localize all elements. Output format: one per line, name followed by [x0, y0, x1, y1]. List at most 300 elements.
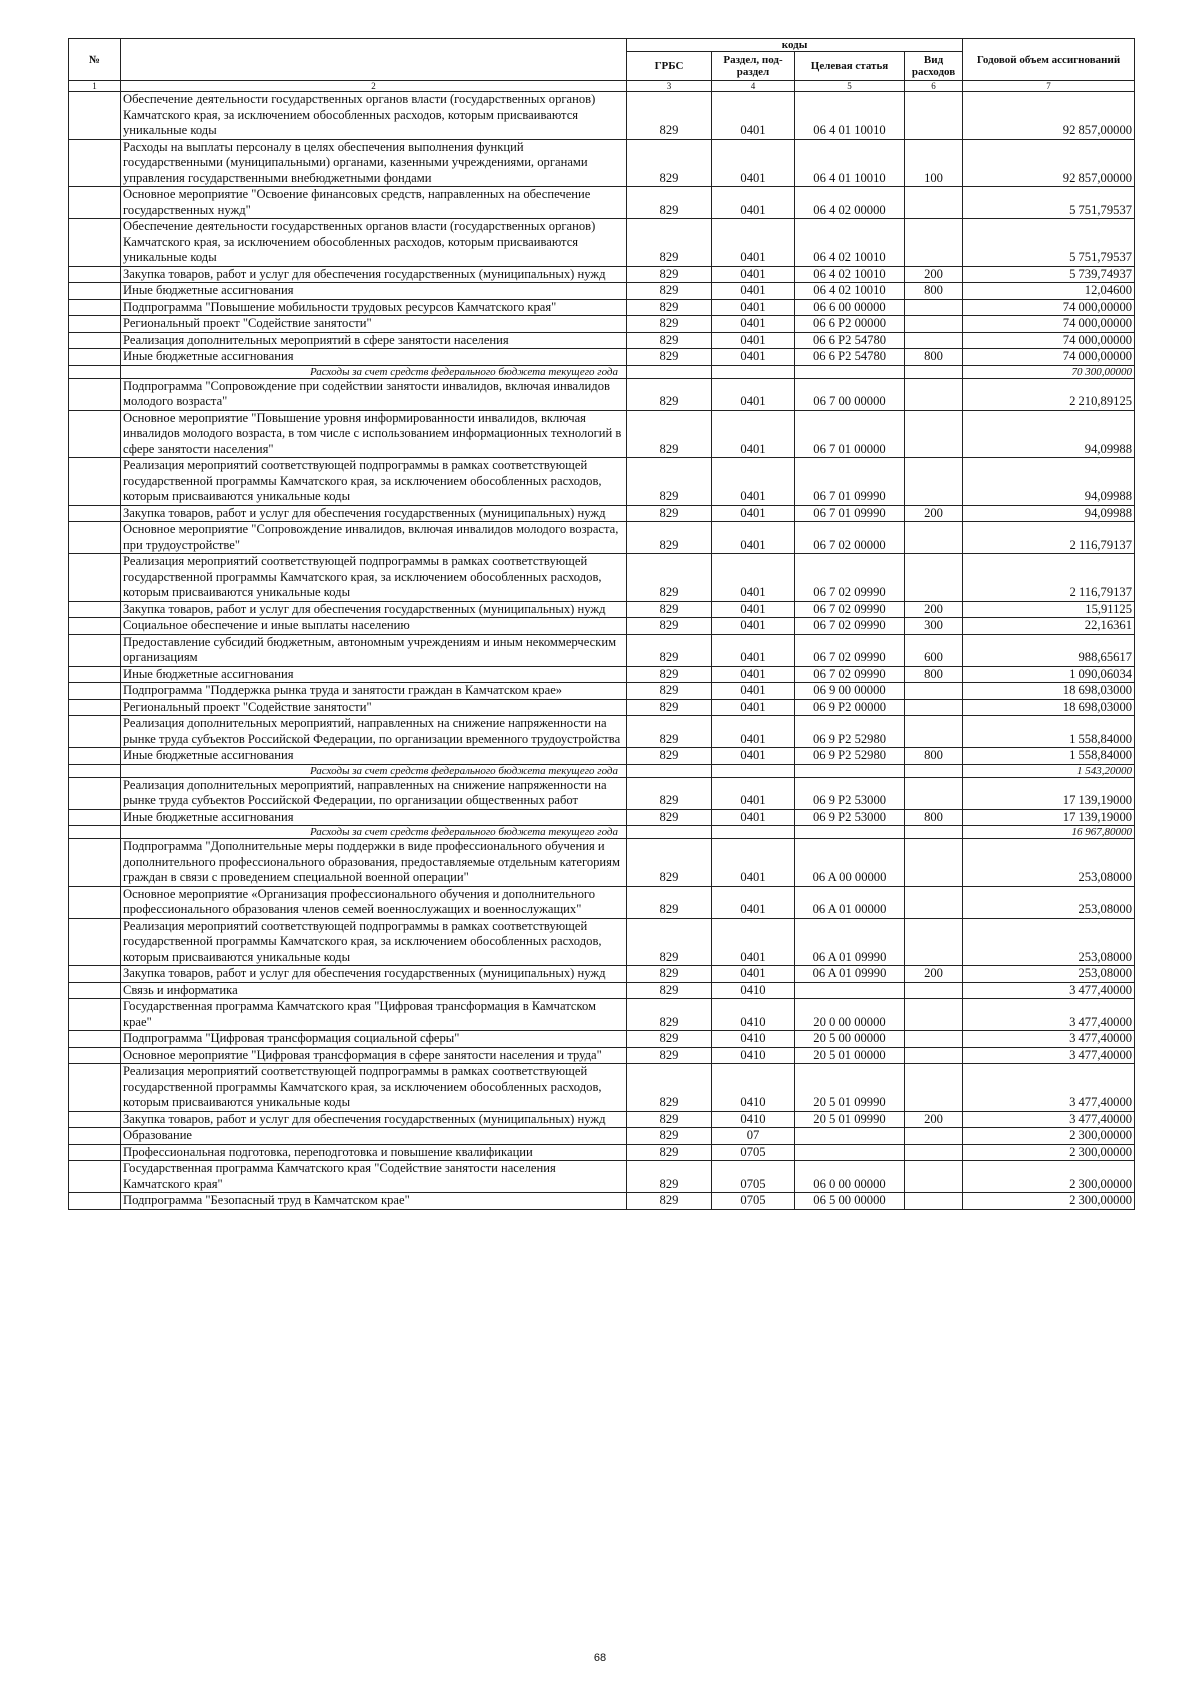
row-name: Расходы за счет средств федерального бюджета текущего года	[121, 365, 627, 378]
row-type	[905, 410, 963, 458]
table-row	[69, 378, 1135, 410]
row-amount: 16 967,80000	[963, 826, 1135, 839]
row-amount: 2 300,00000	[963, 1128, 1135, 1145]
row-target: 06 9 P2 52980	[795, 748, 905, 765]
row-section: 0401	[712, 299, 795, 316]
row-number	[69, 139, 121, 187]
header-grbs: ГРБС	[627, 52, 712, 81]
row-type	[905, 999, 963, 1031]
table-row	[69, 1193, 1135, 1210]
row-section: 0410	[712, 1047, 795, 1064]
row-name: Государственная программа Камчатского края "Содействие занятости населения Камчатского края"	[121, 1161, 627, 1193]
row-grbs: 829	[627, 1161, 712, 1193]
row-number	[69, 618, 121, 635]
row-type: 800	[905, 283, 963, 300]
row-section: 0410	[712, 999, 795, 1031]
row-target: 06 4 02 10010	[795, 266, 905, 283]
row-section: 0401	[712, 522, 795, 554]
table-row	[69, 1047, 1135, 1064]
row-name: Образование	[121, 1128, 627, 1145]
row-type	[905, 554, 963, 602]
row-grbs: 829	[627, 378, 712, 410]
row-section	[712, 826, 795, 839]
row-section: 0410	[712, 1031, 795, 1048]
table-row	[69, 716, 1135, 748]
row-type: 200	[905, 505, 963, 522]
row-grbs	[627, 764, 712, 777]
row-name: Основное мероприятие "Цифровая трансформация в сфере занятости населения и труда"	[121, 1047, 627, 1064]
row-target: 20 0 00 00000	[795, 999, 905, 1031]
row-target: 20 5 01 09990	[795, 1111, 905, 1128]
header-amount: Годовой объем ассигнований	[963, 39, 1135, 81]
row-target: 06 9 P2 53000	[795, 777, 905, 809]
row-section: 0401	[712, 219, 795, 267]
row-target: 06 6 P2 54780	[795, 349, 905, 366]
row-section: 0705	[712, 1144, 795, 1161]
row-amount: 2 300,00000	[963, 1193, 1135, 1210]
row-amount: 2 300,00000	[963, 1144, 1135, 1161]
row-section: 0401	[712, 139, 795, 187]
row-target: 06 9 P2 52980	[795, 716, 905, 748]
row-name: Иные бюджетные ассигнования	[121, 349, 627, 366]
row-amount: 1 558,84000	[963, 716, 1135, 748]
row-number	[69, 601, 121, 618]
federal-share-row	[69, 764, 1135, 777]
column-number: 7	[963, 81, 1135, 92]
row-type: 300	[905, 618, 963, 635]
row-name: Связь и информатика	[121, 982, 627, 999]
row-target: 06 A 01 09990	[795, 918, 905, 966]
table-row	[69, 219, 1135, 267]
row-target	[795, 982, 905, 999]
row-grbs: 829	[627, 299, 712, 316]
row-target: 06 7 02 09990	[795, 666, 905, 683]
row-name: Государственная программа Камчатского края "Цифровая трансформация в Камчатском крае"	[121, 999, 627, 1031]
row-section: 0401	[712, 839, 795, 887]
table-row	[69, 1144, 1135, 1161]
row-type	[905, 826, 963, 839]
table-row	[69, 809, 1135, 826]
row-grbs: 829	[627, 618, 712, 635]
table-row	[69, 92, 1135, 140]
column-number: 4	[712, 81, 795, 92]
table-row	[69, 699, 1135, 716]
row-grbs: 829	[627, 966, 712, 983]
row-number	[69, 378, 121, 410]
table-row	[69, 505, 1135, 522]
row-section: 0401	[712, 187, 795, 219]
table-row	[69, 187, 1135, 219]
row-number	[69, 999, 121, 1031]
row-amount: 92 857,00000	[963, 139, 1135, 187]
row-name: Основное мероприятие "Повышение уровня информированности инвалидов, включая инвалидов молодого возраста, в том числе с использованием информационных технологий в сфере занятости населения"	[121, 410, 627, 458]
row-target: 20 5 01 09990	[795, 1064, 905, 1112]
row-grbs: 829	[627, 316, 712, 333]
row-section: 0401	[712, 918, 795, 966]
row-grbs: 829	[627, 982, 712, 999]
row-target: 06 A 01 00000	[795, 886, 905, 918]
row-type	[905, 458, 963, 506]
row-name: Реализация мероприятий соответствующей подпрограммы в рамках соответствующей государственной программы Камчатского края, за исключением обособленных расходов, которым присваиваются уникальные коды	[121, 918, 627, 966]
row-name: Профессиональная подготовка, переподготовка и повышение квалификации	[121, 1144, 627, 1161]
row-name: Подпрограмма "Поддержка рынка труда и занятости граждан в Камчатском крае»	[121, 683, 627, 700]
row-amount: 253,08000	[963, 886, 1135, 918]
row-number	[69, 777, 121, 809]
row-target	[795, 365, 905, 378]
table-row	[69, 283, 1135, 300]
row-number	[69, 505, 121, 522]
row-section: 0410	[712, 1111, 795, 1128]
row-name: Закупка товаров, работ и услуг для обеспечения государственных (муниципальных) нужд	[121, 1111, 627, 1128]
row-type	[905, 316, 963, 333]
row-number	[69, 1128, 121, 1145]
row-grbs	[627, 365, 712, 378]
row-target: 06 5 00 00000	[795, 1193, 905, 1210]
row-target	[795, 1144, 905, 1161]
table-row	[69, 554, 1135, 602]
row-grbs: 829	[627, 1064, 712, 1112]
row-grbs: 829	[627, 349, 712, 366]
row-number	[69, 918, 121, 966]
row-target	[795, 1128, 905, 1145]
table-row	[69, 410, 1135, 458]
row-grbs: 829	[627, 999, 712, 1031]
row-grbs: 829	[627, 886, 712, 918]
row-section: 0410	[712, 982, 795, 999]
row-target: 06 7 02 09990	[795, 634, 905, 666]
header-number: №	[69, 39, 121, 81]
row-amount: 1 558,84000	[963, 748, 1135, 765]
row-type: 200	[905, 266, 963, 283]
row-grbs: 829	[627, 666, 712, 683]
row-name: Социальное обеспечение и иные выплаты населению	[121, 618, 627, 635]
row-number	[69, 266, 121, 283]
row-name: Реализация мероприятий соответствующей подпрограммы в рамках соответствующей государственной программы Камчатского края, за исключением обособленных расходов, которым присваиваются уникальные коды	[121, 554, 627, 602]
row-type	[905, 1031, 963, 1048]
row-number	[69, 283, 121, 300]
row-type	[905, 1128, 963, 1145]
row-type: 800	[905, 666, 963, 683]
row-name: Предоставление субсидий бюджетным, автономным учреждениям и иным некоммерческим организациям	[121, 634, 627, 666]
table-row	[69, 999, 1135, 1031]
row-type	[905, 982, 963, 999]
row-amount: 988,65617	[963, 634, 1135, 666]
row-type: 600	[905, 634, 963, 666]
row-number	[69, 332, 121, 349]
federal-share-row	[69, 826, 1135, 839]
row-target: 06 A 00 00000	[795, 839, 905, 887]
table-row	[69, 777, 1135, 809]
row-grbs: 829	[627, 699, 712, 716]
row-type	[905, 1064, 963, 1112]
row-number	[69, 826, 121, 839]
table-row	[69, 1128, 1135, 1145]
row-grbs: 829	[627, 683, 712, 700]
table-row	[69, 982, 1135, 999]
row-amount: 253,08000	[963, 839, 1135, 887]
table-row	[69, 1111, 1135, 1128]
row-number	[69, 809, 121, 826]
row-name: Основное мероприятие «Организация профессионального обучения и дополнительного профессионального образования членов семей военнослужащих и военнослужащих"	[121, 886, 627, 918]
row-amount: 3 477,40000	[963, 1031, 1135, 1048]
row-target: 20 5 01 00000	[795, 1047, 905, 1064]
column-number: 3	[627, 81, 712, 92]
row-amount: 94,09988	[963, 410, 1135, 458]
row-type	[905, 699, 963, 716]
row-name: Расходы за счет средств федерального бюджета текущего года	[121, 764, 627, 777]
budget-sheet	[68, 38, 1134, 1210]
row-section: 0401	[712, 316, 795, 333]
row-target	[795, 764, 905, 777]
row-name: Закупка товаров, работ и услуг для обеспечения государственных (муниципальных) нужд	[121, 966, 627, 983]
row-type	[905, 918, 963, 966]
federal-share-row	[69, 365, 1135, 378]
row-type: 200	[905, 1111, 963, 1128]
row-section: 0401	[712, 458, 795, 506]
row-name: Реализация мероприятий соответствующей подпрограммы в рамках соответствующей государственной программы Камчатского края, за исключением обособленных расходов, которым присваиваются уникальные коды	[121, 458, 627, 506]
row-amount: 2 116,79137	[963, 522, 1135, 554]
row-amount: 94,09988	[963, 458, 1135, 506]
row-number	[69, 716, 121, 748]
row-target: 06 7 02 09990	[795, 618, 905, 635]
row-section: 07	[712, 1128, 795, 1145]
row-number	[69, 92, 121, 140]
row-target: 06 9 P2 00000	[795, 699, 905, 716]
row-target: 06 A 01 09990	[795, 966, 905, 983]
row-grbs: 829	[627, 1047, 712, 1064]
row-name: Подпрограмма "Безопасный труд в Камчатском крае"	[121, 1193, 627, 1210]
row-name: Основное мероприятие "Освоение финансовых средств, направленных на обеспечение государственных нужд"	[121, 187, 627, 219]
row-number	[69, 839, 121, 887]
row-name: Расходы за счет средств федерального бюджета текущего года	[121, 826, 627, 839]
row-number	[69, 349, 121, 366]
row-type	[905, 839, 963, 887]
row-type	[905, 683, 963, 700]
row-amount: 17 139,19000	[963, 777, 1135, 809]
row-section: 0410	[712, 1064, 795, 1112]
row-target: 06 7 02 09990	[795, 601, 905, 618]
row-grbs: 829	[627, 505, 712, 522]
row-grbs: 829	[627, 266, 712, 283]
row-section: 0401	[712, 505, 795, 522]
row-name: Иные бюджетные ассигнования	[121, 748, 627, 765]
row-section: 0401	[712, 349, 795, 366]
row-number	[69, 187, 121, 219]
row-amount: 5 751,79537	[963, 219, 1135, 267]
row-amount: 18 698,03000	[963, 683, 1135, 700]
row-amount: 18 698,03000	[963, 699, 1135, 716]
row-amount: 253,08000	[963, 966, 1135, 983]
row-target: 06 4 02 10010	[795, 283, 905, 300]
row-amount: 74 000,00000	[963, 349, 1135, 366]
row-grbs: 829	[627, 187, 712, 219]
row-amount: 2 116,79137	[963, 554, 1135, 602]
row-amount: 5 751,79537	[963, 187, 1135, 219]
row-number	[69, 410, 121, 458]
row-target: 06 7 00 00000	[795, 378, 905, 410]
header-type: Вид расходов	[905, 52, 963, 81]
row-amount: 3 477,40000	[963, 1047, 1135, 1064]
row-name: Подпрограмма "Повышение мобильности трудовых ресурсов Камчатского края"	[121, 299, 627, 316]
row-name: Реализация дополнительных мероприятий, направленных на снижение напряженности на рынке труда субъектов Российской Федерации, по организации общественных работ	[121, 777, 627, 809]
row-grbs: 829	[627, 522, 712, 554]
table-row	[69, 634, 1135, 666]
row-type	[905, 886, 963, 918]
row-grbs	[627, 826, 712, 839]
row-target: 06 7 01 09990	[795, 458, 905, 506]
row-section	[712, 365, 795, 378]
row-amount: 1 543,20000	[963, 764, 1135, 777]
row-target: 06 9 00 00000	[795, 683, 905, 700]
row-type	[905, 378, 963, 410]
row-type	[905, 1193, 963, 1210]
table-row	[69, 666, 1135, 683]
row-grbs: 829	[627, 809, 712, 826]
row-type: 800	[905, 809, 963, 826]
table-row	[69, 683, 1135, 700]
row-grbs: 829	[627, 1111, 712, 1128]
row-type	[905, 1161, 963, 1193]
row-grbs: 829	[627, 458, 712, 506]
row-section: 0401	[712, 378, 795, 410]
row-type: 800	[905, 748, 963, 765]
row-type	[905, 92, 963, 140]
row-number	[69, 699, 121, 716]
column-number: 2	[121, 81, 627, 92]
row-number	[69, 458, 121, 506]
header-name	[121, 39, 627, 81]
row-section: 0401	[712, 266, 795, 283]
row-number	[69, 1193, 121, 1210]
row-amount: 22,16361	[963, 618, 1135, 635]
row-amount: 3 477,40000	[963, 982, 1135, 999]
row-name: Подпрограмма "Цифровая трансформация социальной сферы"	[121, 1031, 627, 1048]
row-amount: 92 857,00000	[963, 92, 1135, 140]
row-type	[905, 365, 963, 378]
row-target: 06 4 02 00000	[795, 187, 905, 219]
row-grbs: 829	[627, 748, 712, 765]
row-section: 0401	[712, 601, 795, 618]
row-section: 0401	[712, 699, 795, 716]
row-section: 0401	[712, 748, 795, 765]
row-section: 0401	[712, 618, 795, 635]
page-number: 68	[593, 1652, 607, 1664]
column-number: 1	[69, 81, 121, 92]
row-name: Расходы на выплаты персоналу в целях обеспечения выполнения функций государственными (муниципальными) органами, казенными учреждениями, органами управления государственными внебюджетными фондами	[121, 139, 627, 187]
row-target: 06 9 P2 53000	[795, 809, 905, 826]
row-number	[69, 748, 121, 765]
budget-table	[68, 38, 1135, 1210]
table-row	[69, 266, 1135, 283]
row-name: Подпрограмма "Дополнительные меры поддержки в виде профессионального обучения и дополнительного профессионального образования, предоставляемые отдельным категориям граждан в связи с проведением специальной военной операции"	[121, 839, 627, 887]
header-target: Целевая статья	[795, 52, 905, 81]
row-amount: 3 477,40000	[963, 1064, 1135, 1112]
table-row	[69, 1064, 1135, 1112]
row-grbs: 829	[627, 219, 712, 267]
row-section	[712, 764, 795, 777]
row-type: 200	[905, 601, 963, 618]
row-grbs: 829	[627, 554, 712, 602]
row-target: 06 7 01 00000	[795, 410, 905, 458]
row-section: 0401	[712, 283, 795, 300]
table-row	[69, 1031, 1135, 1048]
row-type	[905, 522, 963, 554]
table-row	[69, 1161, 1135, 1193]
row-number	[69, 1161, 121, 1193]
row-section: 0401	[712, 92, 795, 140]
row-grbs: 829	[627, 1193, 712, 1210]
column-numbers-row	[69, 81, 1135, 92]
row-amount: 12,04600	[963, 283, 1135, 300]
row-amount: 5 739,74937	[963, 266, 1135, 283]
row-number	[69, 764, 121, 777]
row-number	[69, 1047, 121, 1064]
row-amount: 2 210,89125	[963, 378, 1135, 410]
table-row	[69, 139, 1135, 187]
row-grbs: 829	[627, 601, 712, 618]
table-row	[69, 458, 1135, 506]
header-section: Раздел, под-раздел	[712, 52, 795, 81]
row-number	[69, 1064, 121, 1112]
row-grbs: 829	[627, 92, 712, 140]
row-number	[69, 634, 121, 666]
row-target: 20 5 00 00000	[795, 1031, 905, 1048]
row-number	[69, 365, 121, 378]
row-section: 0401	[712, 683, 795, 700]
row-target: 06 4 01 10010	[795, 139, 905, 187]
row-number	[69, 219, 121, 267]
row-grbs: 829	[627, 410, 712, 458]
row-number	[69, 316, 121, 333]
row-type	[905, 299, 963, 316]
row-section: 0401	[712, 666, 795, 683]
column-number: 5	[795, 81, 905, 92]
row-target: 06 7 01 09990	[795, 505, 905, 522]
row-target: 06 4 01 10010	[795, 92, 905, 140]
row-number	[69, 966, 121, 983]
row-name: Реализация дополнительных мероприятий в сфере занятости населения	[121, 332, 627, 349]
row-section: 0401	[712, 410, 795, 458]
row-section: 0401	[712, 886, 795, 918]
table-row	[69, 522, 1135, 554]
row-amount: 94,09988	[963, 505, 1135, 522]
row-section: 0401	[712, 809, 795, 826]
row-section: 0401	[712, 777, 795, 809]
row-grbs: 829	[627, 634, 712, 666]
row-type	[905, 764, 963, 777]
table-row	[69, 966, 1135, 983]
row-name: Обеспечение деятельности государственных органов власти (государственных органов) Камчатского края, за исключением обособленных расходов, которым присваиваются уникальные коды	[121, 92, 627, 140]
row-target: 06 4 02 10010	[795, 219, 905, 267]
row-type	[905, 1144, 963, 1161]
row-number	[69, 299, 121, 316]
row-target: 06 0 00 00000	[795, 1161, 905, 1193]
row-target: 06 6 P2 54780	[795, 332, 905, 349]
row-target	[795, 826, 905, 839]
table-body	[69, 92, 1135, 1210]
row-name: Реализация дополнительных мероприятий, направленных на снижение напряженности на рынке труда субъектов Российской Федерации, по организации временного трудоустройства	[121, 716, 627, 748]
table-row	[69, 748, 1135, 765]
row-number	[69, 554, 121, 602]
row-amount: 74 000,00000	[963, 332, 1135, 349]
row-number	[69, 683, 121, 700]
row-grbs: 829	[627, 1128, 712, 1145]
row-section: 0401	[712, 332, 795, 349]
row-amount: 3 477,40000	[963, 1111, 1135, 1128]
row-section: 0401	[712, 966, 795, 983]
row-type	[905, 219, 963, 267]
row-amount: 253,08000	[963, 918, 1135, 966]
